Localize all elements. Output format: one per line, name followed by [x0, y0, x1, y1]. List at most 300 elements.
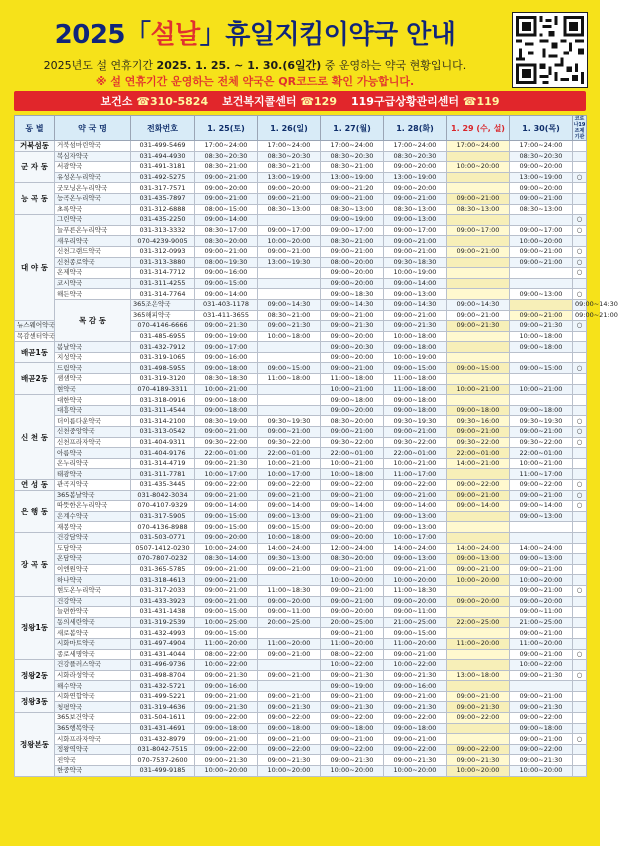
pharmacy-name: 봄날약국 — [55, 342, 131, 353]
hours-jan27: 08:30~20:00 — [321, 554, 384, 565]
hours-jan30: 10:00~20:00 — [510, 236, 573, 247]
hours-jan26: 10:00~20:00 — [258, 236, 321, 247]
phone-number: 031-318-4613 — [131, 575, 195, 586]
pharmacy-name: 늘편한약국 — [55, 607, 131, 618]
pharmacy-name: 더이름다운약국 — [55, 416, 131, 427]
hours-jan25: 09:00~21:30 — [195, 670, 258, 681]
hours-jan27: 09:00~20:00 — [321, 607, 384, 618]
hours-jan25: 09:00~21:00 — [195, 246, 258, 257]
hours-jan27: 09:00~22:00 — [321, 713, 384, 724]
hours-jan26: 09:00~20:00 — [258, 596, 321, 607]
hours-jan29: 09:00~13:00 — [447, 554, 510, 565]
hours-jan27: 12:00~24:00 — [321, 543, 384, 554]
hours-jan25: 09:00~21:00 — [195, 564, 258, 575]
hours-jan29: 09:00~15:00 — [447, 363, 510, 374]
hours-jan28: 09:00~21:00 — [384, 734, 447, 745]
hours-jan25: 09:00~21:00 — [195, 575, 258, 586]
table-row — [15, 670, 587, 681]
contact-number[interactable]: ☎129 — [300, 95, 337, 108]
hours-jan26: 09:00~21:30 — [258, 702, 321, 713]
pharmacy-name: 하나약국 — [55, 575, 131, 586]
hours-jan27: 09:00~21:00 — [321, 246, 384, 257]
pharmacy-name: 청평약국 — [55, 702, 131, 713]
hours-jan25: 10:00~24:00 — [195, 543, 258, 554]
hours-jan29 — [447, 352, 510, 363]
hours-jan28: 09:00~15:00 — [384, 363, 447, 374]
hours-jan26 — [258, 352, 321, 363]
phone-number: 031-432-8979 — [131, 734, 195, 745]
phone-number: 031-499-5221 — [131, 691, 195, 702]
hours-jan26: 09:00~15:00 — [258, 522, 321, 533]
hours-jan25: 09:00~21:30 — [195, 755, 258, 766]
hours-jan30: 09:00~14:00 — [510, 501, 573, 512]
phone-number: 031-435-2250 — [131, 215, 195, 226]
covid-mark — [573, 405, 587, 416]
pharmacy-name: 해든약국 — [55, 289, 131, 300]
hours-jan26: 11:00~18:30 — [258, 585, 321, 596]
hours-jan25: 08:30~18:30 — [195, 374, 258, 385]
hours-jan27: 09:00~20:00 — [321, 268, 384, 279]
table-row — [15, 427, 587, 438]
hours-jan30: 09:00~15:00 — [510, 363, 573, 374]
contact-label: 보건소 — [100, 95, 133, 108]
header-jan28: 1. 28(화) — [384, 116, 447, 141]
title-suffix: 」휴일지킴이약국 안내 — [199, 20, 456, 50]
hours-jan28: 09:30~19:30 — [384, 416, 447, 427]
hours-jan27: 09:00~21:00 — [321, 585, 384, 596]
covid-mark: ○ — [573, 416, 587, 427]
hours-jan27: 09:00~21:00 — [321, 490, 384, 501]
hours-jan26: 11:00~20:00 — [258, 638, 321, 649]
hours-jan27: 22:00~01:00 — [321, 448, 384, 459]
hours-jan25: 08:30~21:00 — [195, 162, 258, 173]
hours-jan28: 09:00~14:00 — [384, 501, 447, 512]
hours-jan30: 09:00~21:00 — [510, 257, 573, 268]
hours-jan27: 09:00~21:00 — [321, 734, 384, 745]
hours-jan28: 09:00~21:00 — [384, 246, 447, 257]
hours-jan30: 09:00~22:00 — [510, 713, 573, 724]
covid-mark: ○ — [573, 246, 587, 257]
header-pharmacy: 약 국 명 — [55, 116, 131, 141]
hours-jan30: 10:00~20:00 — [510, 575, 573, 586]
pharmacy-name: 온제약국 — [55, 268, 131, 279]
hours-jan25: 09:00~22:00 — [195, 480, 258, 491]
table-row — [15, 681, 587, 692]
pharmacy-name: 시화연합약국 — [55, 691, 131, 702]
hours-jan29: 14:00~24:00 — [447, 543, 510, 554]
hours-jan29 — [447, 723, 510, 734]
hours-jan26: 09:00~14:30 — [321, 299, 384, 310]
phone-number: 031-314-7764 — [131, 289, 195, 300]
pharmacy-name: 관곡지약국 — [55, 480, 131, 491]
hours-jan25: 10:00~22:00 — [195, 660, 258, 671]
pharmacy-name: 한중약국 — [55, 766, 131, 777]
hours-jan30 — [510, 681, 573, 692]
hours-jan29: 11:00~20:00 — [447, 638, 510, 649]
hours-jan30: 09:00~13:00 — [510, 554, 573, 565]
hours-jan27: 09:00~21:30 — [321, 702, 384, 713]
table-row — [15, 289, 587, 300]
pharmacy-name: 365조은약국 — [131, 299, 195, 310]
table-row — [15, 204, 587, 215]
hours-jan29: 13:00~18:00 — [447, 670, 510, 681]
hours-jan28: 09:00~20:00 — [384, 162, 447, 173]
table-row — [15, 395, 587, 406]
hours-jan29: 09:00~21:00 — [447, 427, 510, 438]
table-row — [15, 384, 587, 395]
hours-jan29 — [447, 183, 510, 194]
hours-jan28: 13:00~19:00 — [384, 172, 447, 183]
covid-mark: ○ — [573, 172, 587, 183]
covid-mark: ○ — [573, 734, 587, 745]
hours-jan29: 09:00~21:00 — [447, 193, 510, 204]
covid-mark — [573, 331, 587, 342]
hours-jan30: 09:00~14:30 — [573, 299, 587, 310]
covid-mark — [573, 543, 587, 554]
hours-jan25: 17:00~24:00 — [195, 141, 258, 152]
hours-jan28: 09:00~17:00 — [384, 225, 447, 236]
period-dates: 2025. 1. 25. ~ 1. 30.(6일간) — [156, 59, 322, 72]
hours-jan28: 10:00~19:00 — [384, 268, 447, 279]
table-row — [15, 172, 587, 183]
district-cell: 정왕본동 — [15, 713, 55, 777]
hours-jan30: 10:00~18:00 — [510, 331, 573, 342]
hours-jan26: 10:00~20:00 — [258, 766, 321, 777]
hours-jan26: 09:00~22:00 — [258, 480, 321, 491]
table-row — [15, 660, 587, 671]
phone-number: 070-7807-0232 — [131, 554, 195, 565]
hours-jan30: 09:00~21:00 — [510, 564, 573, 575]
table-row — [15, 141, 587, 152]
covid-mark — [573, 607, 587, 618]
title-prefix: 2025「 — [54, 20, 151, 50]
table-row — [15, 554, 587, 565]
covid-mark — [573, 193, 587, 204]
hours-jan25: 09:00~21:00 — [195, 734, 258, 745]
period-description — [0, 57, 510, 73]
phone-number: 031-318-0916 — [131, 395, 195, 406]
phone-number: 031-314-2100 — [131, 416, 195, 427]
hours-jan26 — [258, 575, 321, 586]
hours-jan26: 09:00~21:00 — [321, 310, 384, 321]
hours-jan28: 09:30~22:00 — [384, 437, 447, 448]
covid-mark — [573, 723, 587, 734]
hours-jan26: 09:00~21:00 — [258, 670, 321, 681]
phone-number: 070-4146-6666 — [131, 321, 195, 332]
hours-jan30: 09:30~22:00 — [510, 437, 573, 448]
phone-number: 031-496-9736 — [131, 660, 195, 671]
hours-jan26 — [258, 628, 321, 639]
hours-jan30: 09:00~21:30 — [510, 321, 573, 332]
pharmacy-name: 시화마트약국 — [55, 638, 131, 649]
hours-jan27: 09:00~18:00 — [321, 395, 384, 406]
hours-jan30: 10:00~22:00 — [510, 660, 573, 671]
covid-mark: ○ — [573, 289, 587, 300]
hours-jan26: 09:00~13:00 — [258, 511, 321, 522]
hours-jan28: 09:30~18:30 — [384, 257, 447, 268]
pharmacy-name: 현약국 — [55, 384, 131, 395]
hours-jan28: 09:00~18:00 — [384, 723, 447, 734]
district-cell: 연 성 동 — [15, 480, 55, 491]
covid-mark — [573, 204, 587, 215]
phone-number: 031-365-5785 — [131, 564, 195, 575]
hours-jan29: 09:30~16:00 — [447, 416, 510, 427]
table-row — [15, 607, 587, 618]
hours-jan28: 09:00~13:00 — [384, 522, 447, 533]
phone-number: 031-312-6888 — [131, 204, 195, 215]
covid-mark — [573, 352, 587, 363]
hours-jan30: 13:00~19:00 — [510, 172, 573, 183]
hours-jan28: 09:00~18:00 — [384, 405, 447, 416]
hours-jan27: 17:00~24:00 — [321, 141, 384, 152]
hours-jan27: 10:00~20:00 — [321, 766, 384, 777]
hours-jan27: 10:00~18:00 — [321, 469, 384, 480]
covid-mark — [573, 162, 587, 173]
hours-jan27: 09:00~22:00 — [321, 744, 384, 755]
hours-jan25: 09:00~18:00 — [195, 405, 258, 416]
phone-number: 031-431-4691 — [131, 723, 195, 734]
hours-jan29 — [447, 342, 510, 353]
hours-jan25: 09:00~15:00 — [195, 628, 258, 639]
hours-jan25: 09:00~21:00 — [195, 193, 258, 204]
hours-jan25: 09:00~22:00 — [195, 713, 258, 724]
phone-number: 031-404-9311 — [131, 437, 195, 448]
hours-jan25: 09:00~15:00 — [195, 522, 258, 533]
hours-jan29 — [447, 511, 510, 522]
hours-jan28: 10:00~20:00 — [384, 575, 447, 586]
covid-mark: ○ — [573, 670, 587, 681]
hours-jan26: 09:00~18:00 — [258, 723, 321, 734]
phone-number: 031-431-4044 — [131, 649, 195, 660]
phone-number: 031-503-0771 — [131, 532, 195, 543]
pharmacy-name: 코시약국 — [55, 278, 131, 289]
hours-jan29: 09:00~21:30 — [447, 755, 510, 766]
hours-jan29 — [447, 289, 510, 300]
hours-jan26: 09:00~17:00 — [258, 225, 321, 236]
hours-jan30: 09:00~21:00 — [510, 734, 573, 745]
qr-code[interactable] — [512, 12, 588, 88]
table-row — [15, 755, 587, 766]
hours-jan27: 09:00~20:00 — [321, 532, 384, 543]
phone-number: 031-411-3655 — [195, 310, 258, 321]
pharmacy-name: 늘푸른온누리약국 — [55, 225, 131, 236]
pharmacy-name: 초록약국 — [55, 204, 131, 215]
hours-jan28: 09:00~20:00 — [384, 183, 447, 194]
phone-number: 070-7537-2600 — [131, 755, 195, 766]
hours-jan25: 10:00~21:00 — [195, 384, 258, 395]
hours-jan25: 09:00~18:00 — [195, 723, 258, 734]
pharmacy-name: 은계수약국 — [55, 511, 131, 522]
hours-jan25: 09:00~21:00 — [195, 596, 258, 607]
hours-jan28: 09:00~21:00 — [447, 310, 510, 321]
covid-mark — [573, 278, 587, 289]
table-row — [15, 352, 587, 363]
covid-mark: ○ — [573, 363, 587, 374]
contact-number[interactable]: ☎310-5824 — [136, 95, 209, 108]
phone-number: 031-404-9176 — [131, 448, 195, 459]
phone-number: 0507-1412-0230 — [131, 543, 195, 554]
hours-jan26: 09:00~11:00 — [258, 607, 321, 618]
hours-jan30: 09:00~20:00 — [510, 183, 573, 194]
hours-jan29 — [447, 660, 510, 671]
hours-jan30: 17:00~24:00 — [510, 141, 573, 152]
hours-jan27: 09:00~19:00 — [321, 681, 384, 692]
phone-number: 031-317-2033 — [131, 585, 195, 596]
hours-jan26: 09:00~21:30 — [258, 755, 321, 766]
hours-jan30: 09:00~21:30 — [510, 702, 573, 713]
table-row — [15, 490, 587, 501]
hours-jan27: 09:00~21:00 — [321, 564, 384, 575]
district-cell: 목 감 동 — [55, 299, 131, 341]
hours-jan25: 09:00~14:00 — [195, 215, 258, 226]
covid-mark — [573, 744, 587, 755]
hours-jan26: 10:00~21:00 — [258, 458, 321, 469]
contact-bar — [14, 91, 586, 111]
covid-mark — [573, 617, 587, 628]
covid-mark — [573, 554, 587, 565]
hours-jan25: 10:00~25:00 — [195, 617, 258, 628]
table-row — [15, 405, 587, 416]
pharmacy-name: 그린약국 — [55, 215, 131, 226]
phone-number: 031-403-1178 — [195, 299, 258, 310]
phone-number: 031-314-7712 — [131, 268, 195, 279]
phone-number: 031-432-7912 — [131, 342, 195, 353]
hours-jan29 — [447, 532, 510, 543]
hours-jan28: 09:00~22:00 — [384, 744, 447, 755]
table-row — [15, 215, 587, 226]
qr-code-icon — [513, 13, 587, 87]
hours-jan25: 09:00~14:00 — [195, 289, 258, 300]
hours-jan29 — [447, 649, 510, 660]
covid-mark — [573, 395, 587, 406]
hours-jan25: 22:00~01:00 — [195, 448, 258, 459]
covid-mark — [573, 384, 587, 395]
covid-mark: ○ — [573, 427, 587, 438]
hours-jan27: 08:30~13:00 — [321, 204, 384, 215]
phone-number: 031-435-3445 — [131, 480, 195, 491]
covid-mark — [573, 458, 587, 469]
table-row — [15, 448, 587, 459]
district-cell: 신 천 동 — [15, 395, 55, 480]
pharmacy-name: 해수약국 — [55, 681, 131, 692]
hours-jan30 — [510, 522, 573, 533]
hours-jan26 — [258, 215, 321, 226]
covid-mark: ○ — [573, 215, 587, 226]
pharmacy-name: 온담약국 — [55, 554, 131, 565]
covid-mark: ○ — [573, 268, 587, 279]
hours-jan29: 10:00~20:00 — [447, 575, 510, 586]
hours-jan28: 09:00~13:00 — [384, 554, 447, 565]
hours-jan29: 09:00~21:00 — [447, 490, 510, 501]
hours-jan30: 09:00~20:00 — [510, 162, 573, 173]
hours-jan28: 08:30~20:30 — [384, 151, 447, 162]
hours-jan25: 09:00~15:00 — [195, 278, 258, 289]
hours-jan30: 09:00~21:30 — [510, 670, 573, 681]
hours-jan27: 09:00~21:00 — [321, 691, 384, 702]
hours-jan27: 11:00~20:00 — [321, 638, 384, 649]
hours-jan26: 09:00~14:00 — [258, 501, 321, 512]
hours-jan28: 09:00~18:00 — [384, 342, 447, 353]
phone-number: 031-492-5275 — [131, 172, 195, 183]
hours-jan25: 08:30~20:00 — [195, 236, 258, 247]
phone-number: 031-319-2539 — [131, 617, 195, 628]
hours-jan26: 09:30~22:00 — [258, 437, 321, 448]
table-row — [15, 225, 587, 236]
covid-mark — [573, 702, 587, 713]
hours-jan29: 14:00~21:00 — [447, 458, 510, 469]
hours-jan25: 08:00~15:00 — [195, 204, 258, 215]
contact-number[interactable]: ☎119 — [462, 95, 500, 108]
hours-jan26: 09:00~21:00 — [258, 427, 321, 438]
hours-jan28: 09:00~13:00 — [384, 289, 447, 300]
hours-jan29: 09:00~21:30 — [447, 321, 510, 332]
hours-jan27: 10:00~21:00 — [321, 458, 384, 469]
pharmacy-name: 새우리약국 — [55, 236, 131, 247]
pharmacy-name: 목감센터약국 — [15, 331, 55, 342]
hours-jan30: 09:00~21:00 — [510, 427, 573, 438]
hours-jan25: 08:00~19:30 — [195, 257, 258, 268]
table-row — [15, 501, 587, 512]
header-covid: 코로나19 조제기관 — [573, 116, 586, 140]
hours-jan29 — [447, 607, 510, 618]
covid-mark — [573, 628, 587, 639]
phone-number: 070-4189-3311 — [131, 384, 195, 395]
hours-jan25: 08:30~14:00 — [195, 554, 258, 565]
covid-mark — [573, 141, 587, 152]
hours-jan27: 09:00~21:30 — [321, 755, 384, 766]
table-body — [15, 141, 618, 777]
hours-jan28: 09:00~21:00 — [384, 691, 447, 702]
covid-mark — [573, 564, 587, 575]
hours-jan28: 09:00~21:30 — [384, 755, 447, 766]
hours-jan29: 17:00~24:00 — [447, 141, 510, 152]
hours-jan29 — [447, 585, 510, 596]
phone-number: 031-499-5469 — [131, 141, 195, 152]
hours-jan28: 10:00~20:00 — [384, 766, 447, 777]
hours-jan26: 11:00~18:00 — [258, 374, 321, 385]
hours-jan26: 09:00~21:00 — [258, 564, 321, 575]
hours-jan28: 08:30~13:00 — [384, 204, 447, 215]
covid-mark — [573, 151, 587, 162]
hours-jan25: 09:00~21:30 — [195, 702, 258, 713]
table-row — [15, 617, 587, 628]
header-jan25: 1. 25(토) — [195, 116, 258, 141]
hours-jan29: 09:00~21:30 — [447, 702, 510, 713]
hours-jan26: 14:00~24:00 — [258, 543, 321, 554]
pharmacy-name: 종로세명약국 — [55, 649, 131, 660]
hours-jan30: 11:00~17:00 — [510, 469, 573, 480]
phone-number: 070-4239-9005 — [131, 236, 195, 247]
pharmacy-name: 365해피약국 — [131, 310, 195, 321]
contact-label: 119구급상황관리센터 — [351, 95, 459, 108]
hours-jan25: 10:00~20:00 — [195, 766, 258, 777]
pharmacy-name: 복심자약국 — [55, 151, 131, 162]
period-prefix: 2025년도 설 연휴기간 — [43, 59, 157, 72]
table-row — [15, 374, 587, 385]
hours-jan29 — [447, 734, 510, 745]
phone-number: 031-431-1438 — [131, 607, 195, 618]
hours-jan26: 20:00~25:00 — [258, 617, 321, 628]
hours-jan30: 10:00~21:00 — [510, 384, 573, 395]
hours-jan25: 09:00~18:00 — [195, 395, 258, 406]
covid-mark — [573, 755, 587, 766]
contact-welfare-center — [222, 93, 337, 109]
phone-number: 031-498-8704 — [131, 670, 195, 681]
covid-mark — [573, 469, 587, 480]
table-row — [15, 193, 587, 204]
hours-jan27: 08:00~22:00 — [321, 649, 384, 660]
hours-jan27: 09:30~22:00 — [321, 437, 384, 448]
